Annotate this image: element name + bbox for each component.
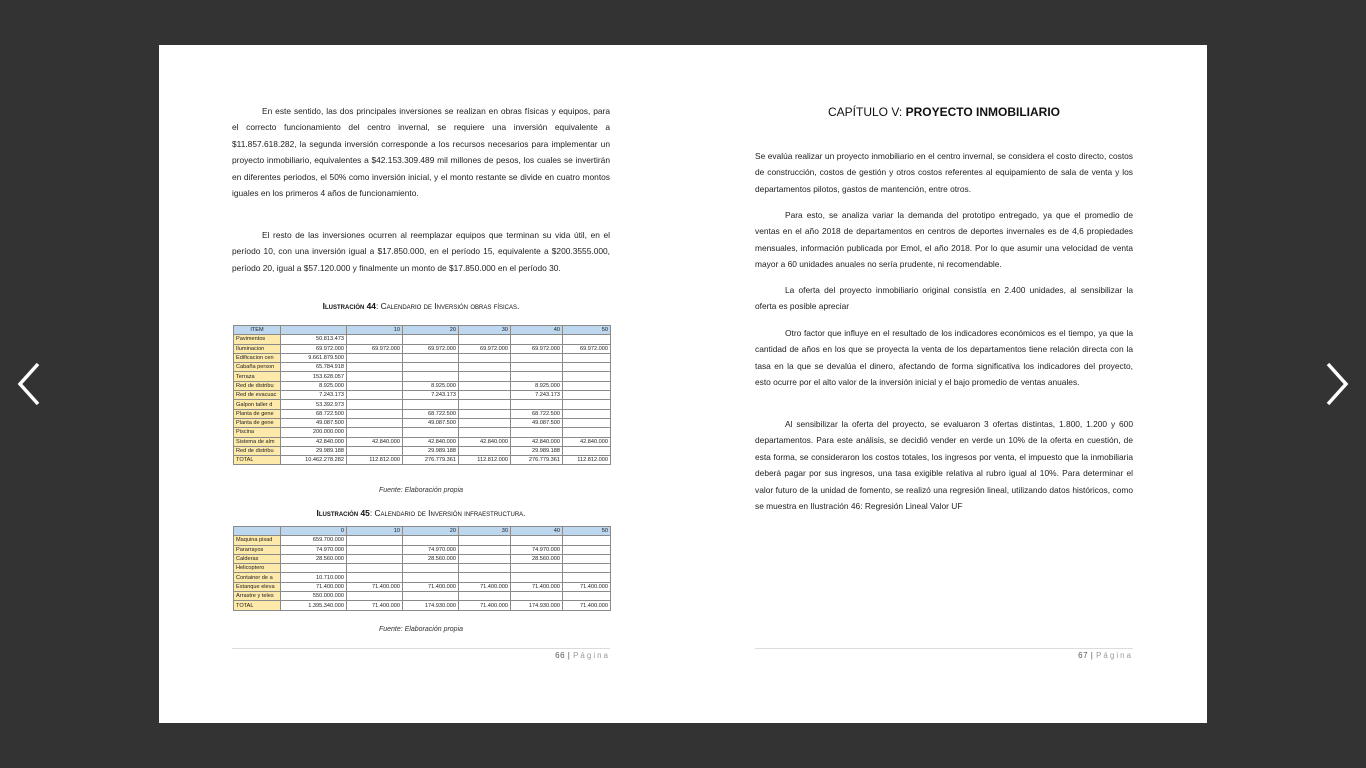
table-cell — [563, 418, 611, 427]
column-header: ITEM — [234, 326, 281, 335]
table-cell — [347, 363, 403, 372]
chapter-title: PROYECTO INMOBILIARIO — [905, 105, 1061, 119]
table-cell: 276.779.361 — [511, 456, 563, 465]
row-label: Planta de gene — [234, 409, 281, 418]
table-cell — [403, 363, 459, 372]
column-header: 30 — [459, 527, 511, 536]
caption-title: : Calendario de Inversión obras físicas. — [375, 301, 520, 311]
illustration-45-caption — [232, 508, 610, 518]
table-cell — [563, 573, 611, 582]
table-row — [234, 592, 611, 601]
table-row — [234, 545, 611, 554]
table-cell: 28.560.000 — [403, 554, 459, 563]
table-cell — [347, 573, 403, 582]
table-cell — [347, 554, 403, 563]
column-header: 50 — [563, 326, 611, 335]
table-cell: 276.779.361 — [403, 456, 459, 465]
table-cell: 42.840.000 — [563, 437, 611, 446]
row-label: Pararrayos — [234, 545, 281, 554]
table-cell — [563, 446, 611, 455]
table-cell: 50.813.473 — [281, 335, 347, 344]
page-number-value: 67 — [1078, 651, 1089, 660]
table-row — [234, 582, 611, 591]
table-cell — [403, 353, 459, 362]
table-cell: 112.812.000 — [459, 456, 511, 465]
paragraph: En este sentido, las dos principales inversiones se realizan en obras físicas y equipos, para el correcto funcionamiento del centro invernal, se requiere una inversión equivalente a $11.857.618.282, la segunda inversión corresponde a los recursos necesarios para implementar un proyecto inmobiliario, equivalentes a $42.153.309.489 mil millones de pesos, los cuales se invertirán en diferentes periodos, el 50% como inversión inicial, y el monto restante se divide en cuatro montos iguales en los primeros 4 años de funcionamiento. — [232, 106, 610, 199]
table-cell: 49.087.500 — [281, 418, 347, 427]
table-cell: 8.925.000 — [281, 381, 347, 390]
caption-label: Ilustración 44 — [322, 301, 376, 311]
page-number: 67 | Página — [1078, 651, 1133, 660]
table-cell: 8.925.000 — [511, 381, 563, 390]
table-cell — [563, 363, 611, 372]
table-cell — [347, 428, 403, 437]
table-row — [234, 564, 611, 573]
page-67 — [683, 45, 1207, 723]
table-cell — [459, 363, 511, 372]
table-cell — [511, 592, 563, 601]
table-cell — [511, 400, 563, 409]
table-cell — [563, 554, 611, 563]
table-cell — [459, 554, 511, 563]
table-header-row — [234, 326, 611, 335]
table-cell: 74.970.000 — [403, 545, 459, 554]
table-cell — [563, 335, 611, 344]
table-cell: 174.930.000 — [511, 601, 563, 610]
table-cell — [347, 372, 403, 381]
table-cell — [459, 545, 511, 554]
row-label: Edificacion cen — [234, 353, 281, 362]
footer-divider — [232, 648, 610, 649]
table-cell — [511, 335, 563, 344]
table-cell — [403, 573, 459, 582]
table-cell: 71.400.000 — [511, 582, 563, 591]
table-cell — [563, 536, 611, 545]
table-cell — [347, 381, 403, 390]
table-row — [234, 391, 611, 400]
table-cell: 28.560.000 — [281, 554, 347, 563]
table-cell: 68.722.500 — [403, 409, 459, 418]
table-cell: 69.972.000 — [347, 344, 403, 353]
table-cell — [347, 409, 403, 418]
table-cell — [403, 372, 459, 381]
table-cell — [459, 400, 511, 409]
table-cell — [563, 545, 611, 554]
book-spread — [159, 45, 1207, 723]
column-header: 40 — [511, 326, 563, 335]
table-cell — [511, 363, 563, 372]
table-cell — [563, 400, 611, 409]
table-cell — [403, 428, 459, 437]
table-row — [234, 418, 611, 427]
row-label: Helicoptero — [234, 564, 281, 573]
source-note: Fuente: Elaboración propia — [378, 626, 464, 633]
table-cell — [459, 428, 511, 437]
table-cell: 71.400.000 — [281, 582, 347, 591]
table-cell: 74.970.000 — [281, 545, 347, 554]
row-label: Terraza — [234, 372, 281, 381]
caption-title: : Calendario de Inversión infraestructura. — [369, 508, 526, 518]
table-cell — [511, 353, 563, 362]
table-cell: 71.400.000 — [563, 582, 611, 591]
table-cell: 69.972.000 — [403, 344, 459, 353]
table-cell: 28.560.000 — [511, 554, 563, 563]
table-cell: 69.972.000 — [281, 344, 347, 353]
page-word: Página — [1096, 651, 1133, 660]
table-row — [234, 554, 611, 563]
table-cell: 49.087.500 — [511, 418, 563, 427]
table-cell — [347, 391, 403, 400]
table-cell — [459, 409, 511, 418]
table-cell — [347, 418, 403, 427]
table-header-row — [234, 527, 611, 536]
table-cell — [459, 536, 511, 545]
table-cell — [347, 400, 403, 409]
table-cell: 9.661.879.500 — [281, 353, 347, 362]
page-66 — [159, 45, 683, 723]
table-cell — [403, 536, 459, 545]
row-label: Maquina pisad — [234, 536, 281, 545]
table-row — [234, 428, 611, 437]
table-cell — [563, 564, 611, 573]
paragraph: Otro factor que influye en el resultado de los indicadores económicos es el tiempo, ya que la cantidad de años en los que se proyecta la venta de los departamentos tiene relación directa con la tasa en la que se devalúa el dinero, afectando de forma significativa los indicadores del proyecto, esto ocurre por el alto valor de la inversión inicial y el bajo promedio de ventas anuales. — [755, 328, 1133, 388]
page-number-value: 66 — [555, 651, 566, 660]
table-cell — [347, 545, 403, 554]
paragraph: Para esto, se analiza variar la demanda del prototipo entregado, ya que el promedio de ventas en el año 2018 de departamentos en centros de deportes invernales es de 4,6 propiedades mensuales, información publicada por Emol, el año 2018. Por lo que asumir una velocidad de venta mayor a 60 unidades anuales no sería prudente, ni recomendable. — [755, 210, 1133, 270]
table-cell: 10.710.000 — [281, 573, 347, 582]
table-cell — [403, 592, 459, 601]
table-cell — [403, 564, 459, 573]
table-cell — [511, 573, 563, 582]
table-cell: 550.000.000 — [281, 592, 347, 601]
row-label: Galpon taller d — [234, 400, 281, 409]
table-cell: 42.840.000 — [511, 437, 563, 446]
row-label: Estanque eleva — [234, 582, 281, 591]
column-header: 50 — [563, 527, 611, 536]
row-label: TOTAL — [234, 456, 281, 465]
row-label: Red de evacuac — [234, 391, 281, 400]
column-header: 30 — [459, 326, 511, 335]
table-cell — [347, 564, 403, 573]
table-cell: 69.972.000 — [511, 344, 563, 353]
table-cell: 7.243.173 — [511, 391, 563, 400]
table-cell: 42.840.000 — [347, 437, 403, 446]
table-cell — [563, 372, 611, 381]
table-cell: 49.087.500 — [403, 418, 459, 427]
table-cell: 71.400.000 — [459, 582, 511, 591]
table-cell — [403, 335, 459, 344]
table-cell: 69.972.000 — [563, 344, 611, 353]
table-row — [234, 573, 611, 582]
table-cell — [459, 353, 511, 362]
previous-page-arrow-icon[interactable] — [14, 360, 48, 408]
row-label: Cabaña person — [234, 363, 281, 372]
table-cell — [511, 372, 563, 381]
row-label: Arrastre y teles — [234, 592, 281, 601]
table-cell: 112.812.000 — [347, 456, 403, 465]
table-cell — [563, 391, 611, 400]
table-cell: 10.462.278.282 — [281, 456, 347, 465]
table-cell: 68.722.500 — [511, 409, 563, 418]
chapter-prefix: CAPÍTULO V: — [827, 105, 906, 119]
table-cell — [511, 428, 563, 437]
table-cell: 29.989.188 — [511, 446, 563, 455]
table-row — [234, 363, 611, 372]
table-cell: 53.392.973 — [281, 400, 347, 409]
row-label: Red de distribu — [234, 381, 281, 390]
table-cell — [459, 564, 511, 573]
table-cell — [347, 592, 403, 601]
table-cell: 659.700.000 — [281, 536, 347, 545]
table-row — [234, 372, 611, 381]
table-cell — [403, 400, 459, 409]
column-header: 20 — [403, 326, 459, 335]
table-cell: 153.628.057 — [281, 372, 347, 381]
table-cell: 74.970.000 — [511, 545, 563, 554]
table-cell — [563, 428, 611, 437]
table-cell — [459, 418, 511, 427]
table-cell: 71.400.000 — [459, 601, 511, 610]
table-cell: 174.930.000 — [403, 601, 459, 610]
paragraph: El resto de las inversiones ocurren al reemplazar equipos que terminan su vida útil, en el período 10, con una inversión igual a $17.850.000, en el período 15, equivalente a $200.3555.000, período 20, igual a $57.120.000 y finalmente un monto de $17.850.000 en el período 30. — [232, 230, 610, 273]
table-cell — [347, 335, 403, 344]
investment-calendar-table-physical — [233, 325, 611, 465]
table-cell: 200.000.000 — [281, 428, 347, 437]
paragraph: Se evalúa realizar un proyecto inmobiliario en el centro invernal, se considera el costo directo, costos de construcción, costos de gestión y otros costos referentes al equipamiento de sala de venta y los departamentos pilotos, gastos de mantención, entre otros. — [755, 151, 1133, 194]
table-row — [234, 409, 611, 418]
row-label: Container de a — [234, 573, 281, 582]
investment-calendar-table-infrastructure — [233, 526, 611, 611]
table-row — [234, 400, 611, 409]
table-row — [234, 437, 611, 446]
table-cell: 42.840.000 — [459, 437, 511, 446]
column-header: 40 — [511, 527, 563, 536]
row-label: TOTAL — [234, 601, 281, 610]
column-header — [281, 326, 347, 335]
table-cell: 42.840.000 — [281, 437, 347, 446]
illustration-44-caption — [232, 301, 610, 311]
page-number: 66 | Página — [555, 651, 610, 660]
table-row — [234, 353, 611, 362]
row-label: Planta de gene — [234, 418, 281, 427]
table-cell: 8.925.000 — [403, 381, 459, 390]
column-header: 0 — [281, 527, 347, 536]
table-cell: 112.812.000 — [563, 456, 611, 465]
table-row — [234, 536, 611, 545]
table-cell: 68.722.500 — [281, 409, 347, 418]
table-cell — [281, 564, 347, 573]
table-cell: 1.395.340.000 — [281, 601, 347, 610]
row-label: Sistema de alm — [234, 437, 281, 446]
table-cell — [511, 536, 563, 545]
table-cell: 69.972.000 — [459, 344, 511, 353]
page-word: Página — [573, 651, 610, 660]
column-header: 10 — [347, 527, 403, 536]
caption-label: Ilustración 45 — [316, 508, 370, 518]
table-row — [234, 601, 611, 610]
row-label: Red de distribu — [234, 446, 281, 455]
table-cell — [459, 592, 511, 601]
table-cell: 71.400.000 — [403, 582, 459, 591]
column-header — [234, 527, 281, 536]
table-cell — [347, 446, 403, 455]
table-cell — [459, 446, 511, 455]
table-cell: 71.400.000 — [347, 582, 403, 591]
chapter-heading — [755, 105, 1133, 119]
footer-divider — [755, 648, 1133, 649]
table-cell — [459, 381, 511, 390]
table-cell — [459, 391, 511, 400]
table-cell — [459, 335, 511, 344]
paragraph: La oferta del proyecto inmobiliario original consistía en 2.400 unidades, al sensibilizar la oferta es posible apreciar — [755, 285, 1133, 312]
table-row — [234, 335, 611, 344]
row-label: Calderas — [234, 554, 281, 563]
table-cell — [511, 564, 563, 573]
table-cell: 7.243.173 — [403, 391, 459, 400]
table-cell: 65.784.918 — [281, 363, 347, 372]
table-cell: 7.243.173 — [281, 391, 347, 400]
table-cell: 42.840.000 — [403, 437, 459, 446]
column-header: 20 — [403, 527, 459, 536]
table-row — [234, 344, 611, 353]
table-cell: 71.400.000 — [563, 601, 611, 610]
table-cell — [563, 409, 611, 418]
table-cell — [563, 592, 611, 601]
next-page-arrow-icon[interactable] — [1318, 360, 1352, 408]
row-label: Piscina — [234, 428, 281, 437]
table-cell — [563, 381, 611, 390]
table-row — [234, 446, 611, 455]
row-label: Pavimentos — [234, 335, 281, 344]
table-cell: 71.400.000 — [347, 601, 403, 610]
table-cell — [459, 573, 511, 582]
source-note: Fuente: Elaboración propia — [378, 487, 464, 494]
table-cell — [347, 353, 403, 362]
table-cell: 29.989.188 — [403, 446, 459, 455]
table-cell — [347, 536, 403, 545]
table-cell — [459, 372, 511, 381]
paragraph: Al sensibilizar la oferta del proyecto, se evaluaron 3 ofertas distintas, 1.800, 1.200 y 600 departamentos. Para este análisis, se decidió vender en verde un 10% de la oferta en cuestión, de esta forma, se consideraron los costos totales, los ingresos por venta, el impuesto que la inmobiliaria deberá pagar por sus ingresos, una tasa exigible relativa al rubro igual al 10%. Para determinar el valor futuro de la unidad de fomento, se realizó una regresión lineal, utilizando datos históricos, como se muestra en Ilustración 46: Regresión Lineal Valor UF — [755, 419, 1133, 512]
row-label: Iluminacion — [234, 344, 281, 353]
table-cell — [563, 353, 611, 362]
table-row — [234, 381, 611, 390]
table-cell: 29.989.188 — [281, 446, 347, 455]
column-header: 10 — [347, 326, 403, 335]
table-row — [234, 456, 611, 465]
